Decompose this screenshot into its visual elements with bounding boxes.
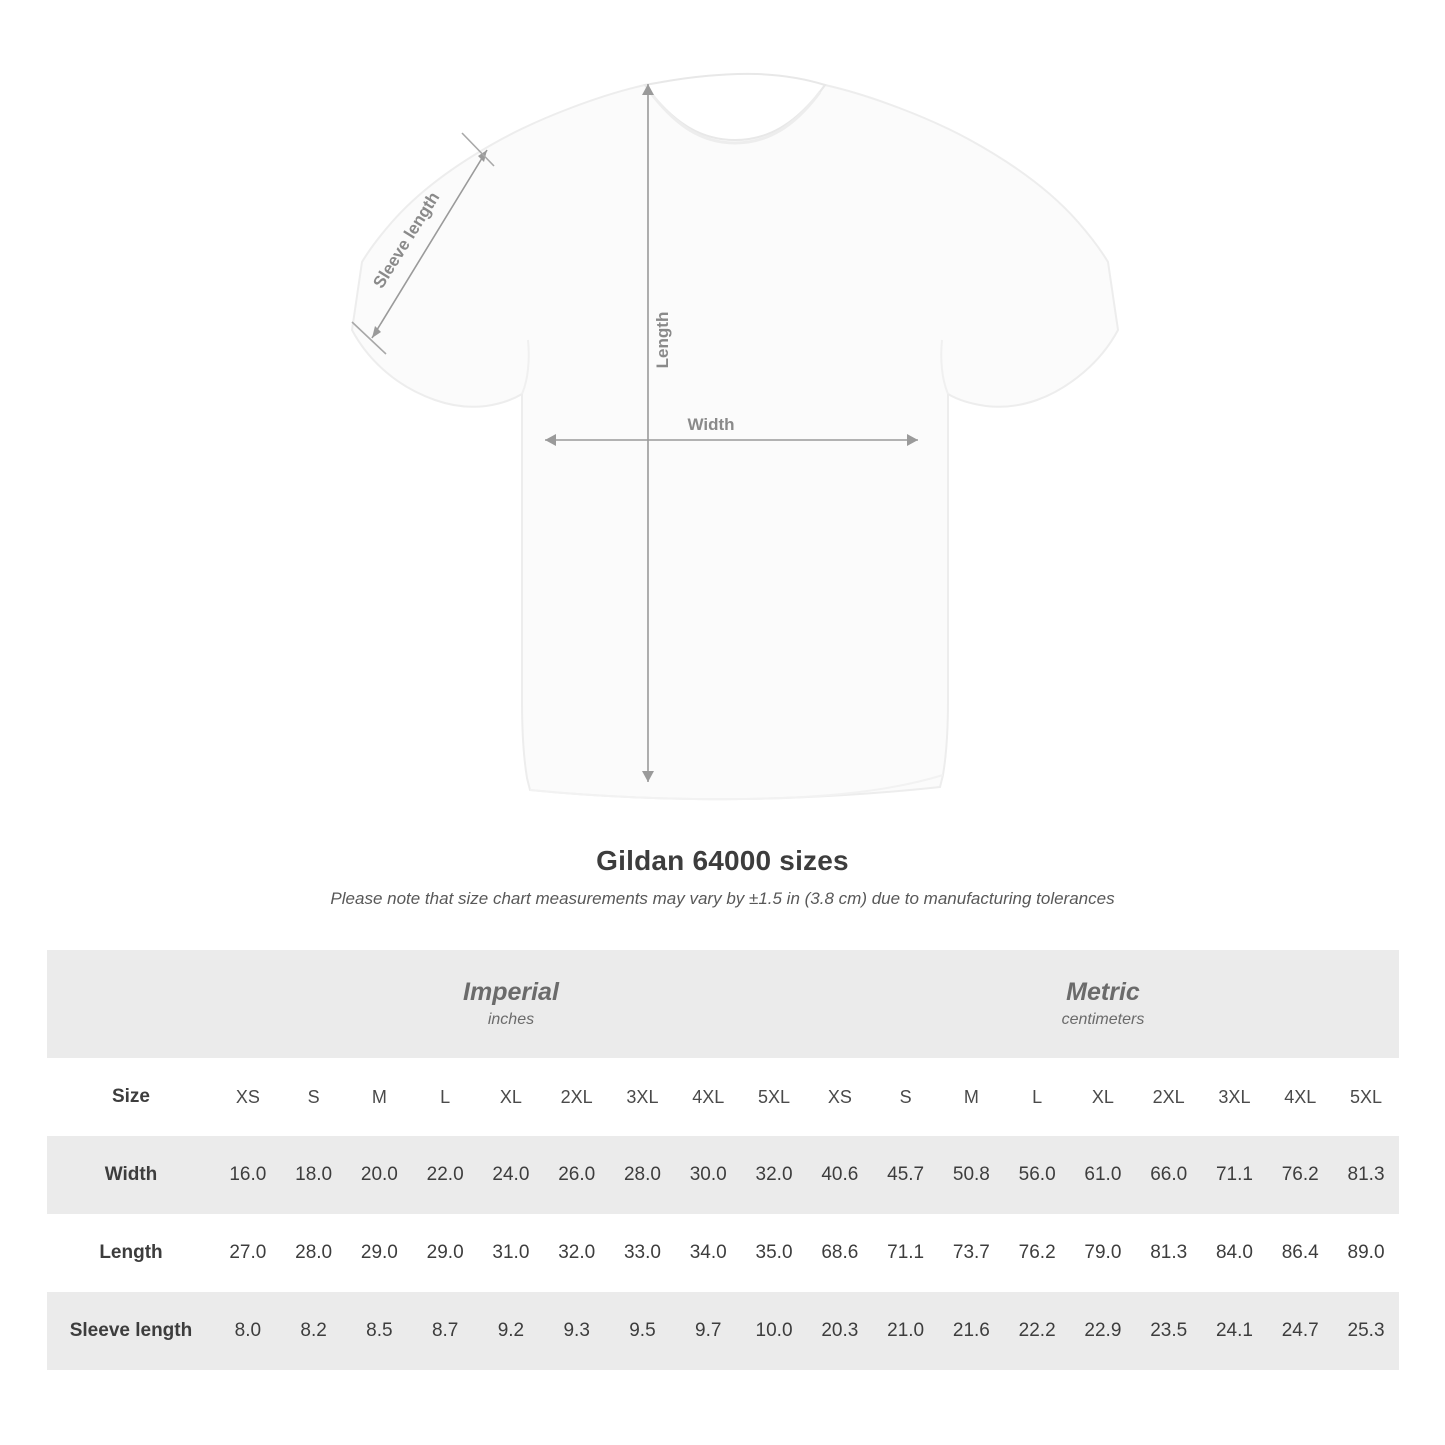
cell-length-xs-in: 27.0 bbox=[215, 1214, 281, 1292]
col-header-2xl-cm: 2XL bbox=[1136, 1058, 1202, 1136]
col-header-l-in: L bbox=[412, 1058, 478, 1136]
cell-sleeve-5xl-cm: 25.3 bbox=[1333, 1292, 1399, 1370]
cell-length-s-cm: 71.1 bbox=[873, 1214, 939, 1292]
cell-length-2xl-cm: 81.3 bbox=[1136, 1214, 1202, 1292]
col-header-2xl-in: 2XL bbox=[544, 1058, 610, 1136]
table-row-width bbox=[47, 1136, 1399, 1214]
col-header-5xl-in: 5XL bbox=[741, 1058, 807, 1136]
width-label: Width bbox=[687, 415, 735, 434]
row-label-length: Length bbox=[47, 1214, 215, 1292]
table-row-sleeve-length bbox=[47, 1292, 1399, 1370]
col-header-xl-in: XL bbox=[478, 1058, 544, 1136]
size-table-wrapper bbox=[47, 950, 1399, 1370]
cell-width-2xl-cm: 66.0 bbox=[1136, 1136, 1202, 1214]
cell-width-s-in: 18.0 bbox=[281, 1136, 347, 1214]
cell-length-m-cm: 73.7 bbox=[939, 1214, 1005, 1292]
cell-width-2xl-in: 26.0 bbox=[544, 1136, 610, 1214]
unit-group-metric-sub: centimeters bbox=[1061, 1011, 1145, 1029]
unit-group-metric-name: Metric bbox=[1066, 977, 1140, 1006]
tolerance-note: Please note that size chart measurements may vary by ±1.5 in (3.8 cm) due to manufacturing tolerances bbox=[330, 889, 1115, 908]
cell-sleeve-3xl-in: 9.5 bbox=[610, 1292, 676, 1370]
sleeve-length-label: Sleeve length bbox=[369, 188, 444, 292]
title-block bbox=[0, 845, 1445, 909]
cell-length-xl-cm: 79.0 bbox=[1070, 1214, 1136, 1292]
cell-width-5xl-cm: 81.3 bbox=[1333, 1136, 1399, 1214]
col-header-m-in: M bbox=[347, 1058, 413, 1136]
cell-width-s-cm: 45.7 bbox=[873, 1136, 939, 1214]
unit-group-imperial bbox=[215, 950, 807, 1058]
cell-sleeve-2xl-cm: 23.5 bbox=[1136, 1292, 1202, 1370]
cell-length-5xl-in: 35.0 bbox=[741, 1214, 807, 1292]
row-label-sleeve-length: Sleeve length bbox=[47, 1292, 215, 1370]
cell-sleeve-xl-cm: 22.9 bbox=[1070, 1292, 1136, 1370]
page-title: Gildan 64000 sizes bbox=[596, 845, 849, 876]
cell-length-2xl-in: 32.0 bbox=[544, 1214, 610, 1292]
row-header-size: Size bbox=[47, 1058, 215, 1136]
cell-sleeve-5xl-in: 10.0 bbox=[741, 1292, 807, 1370]
size-table bbox=[47, 950, 1399, 1370]
cell-length-5xl-cm: 89.0 bbox=[1333, 1214, 1399, 1292]
col-header-xs-in: XS bbox=[215, 1058, 281, 1136]
col-header-xl-cm: XL bbox=[1070, 1058, 1136, 1136]
cell-sleeve-3xl-cm: 24.1 bbox=[1202, 1292, 1268, 1370]
cell-width-xs-cm: 40.6 bbox=[807, 1136, 873, 1214]
cell-sleeve-m-cm: 21.6 bbox=[939, 1292, 1005, 1370]
unit-group-imperial-name: Imperial bbox=[463, 977, 559, 1006]
col-header-3xl-cm: 3XL bbox=[1202, 1058, 1268, 1136]
cell-sleeve-4xl-in: 9.7 bbox=[675, 1292, 741, 1370]
cell-width-4xl-cm: 76.2 bbox=[1267, 1136, 1333, 1214]
cell-sleeve-xs-in: 8.0 bbox=[215, 1292, 281, 1370]
cell-width-3xl-cm: 71.1 bbox=[1202, 1136, 1268, 1214]
cell-width-3xl-in: 28.0 bbox=[610, 1136, 676, 1214]
table-row-length bbox=[47, 1214, 1399, 1292]
cell-sleeve-l-in: 8.7 bbox=[412, 1292, 478, 1370]
cell-length-l-cm: 76.2 bbox=[1004, 1214, 1070, 1292]
cell-sleeve-xl-in: 9.2 bbox=[478, 1292, 544, 1370]
cell-length-xl-in: 31.0 bbox=[478, 1214, 544, 1292]
cell-length-4xl-in: 34.0 bbox=[675, 1214, 741, 1292]
col-header-4xl-in: 4XL bbox=[675, 1058, 741, 1136]
unit-header-row bbox=[47, 950, 1399, 1058]
length-label: Length bbox=[653, 311, 672, 369]
col-header-3xl-in: 3XL bbox=[610, 1058, 676, 1136]
cell-width-4xl-in: 30.0 bbox=[675, 1136, 741, 1214]
cell-sleeve-4xl-cm: 24.7 bbox=[1267, 1292, 1333, 1370]
col-header-xs-cm: XS bbox=[807, 1058, 873, 1136]
cell-sleeve-xs-cm: 20.3 bbox=[807, 1292, 873, 1370]
cell-length-l-in: 29.0 bbox=[412, 1214, 478, 1292]
cell-width-m-cm: 50.8 bbox=[939, 1136, 1005, 1214]
cell-width-l-in: 22.0 bbox=[412, 1136, 478, 1214]
cell-sleeve-s-in: 8.2 bbox=[281, 1292, 347, 1370]
cell-sleeve-m-in: 8.5 bbox=[347, 1292, 413, 1370]
col-header-s-cm: S bbox=[873, 1058, 939, 1136]
cell-length-xs-cm: 68.6 bbox=[807, 1214, 873, 1292]
unit-group-imperial-sub: inches bbox=[487, 1011, 535, 1029]
cell-sleeve-s-cm: 21.0 bbox=[873, 1292, 939, 1370]
cell-length-3xl-in: 33.0 bbox=[610, 1214, 676, 1292]
cell-sleeve-2xl-in: 9.3 bbox=[544, 1292, 610, 1370]
cell-width-xl-in: 24.0 bbox=[478, 1136, 544, 1214]
column-header-row bbox=[47, 1058, 1399, 1136]
cell-length-3xl-cm: 84.0 bbox=[1202, 1214, 1268, 1292]
cell-length-m-in: 29.0 bbox=[347, 1214, 413, 1292]
unit-group-metric bbox=[807, 950, 1399, 1058]
col-header-l-cm: L bbox=[1004, 1058, 1070, 1136]
row-label-width: Width bbox=[47, 1136, 215, 1214]
cell-length-s-in: 28.0 bbox=[281, 1214, 347, 1292]
cell-width-xs-in: 16.0 bbox=[215, 1136, 281, 1214]
cell-sleeve-l-cm: 22.2 bbox=[1004, 1292, 1070, 1370]
cell-width-l-cm: 56.0 bbox=[1004, 1136, 1070, 1214]
col-header-5xl-cm: 5XL bbox=[1333, 1058, 1399, 1136]
cell-width-m-in: 20.0 bbox=[347, 1136, 413, 1214]
cell-length-4xl-cm: 86.4 bbox=[1267, 1214, 1333, 1292]
col-header-m-cm: M bbox=[939, 1058, 1005, 1136]
col-header-s-in: S bbox=[281, 1058, 347, 1136]
unit-header-spacer bbox=[47, 950, 215, 1058]
col-header-4xl-cm: 4XL bbox=[1267, 1058, 1333, 1136]
cell-width-5xl-in: 32.0 bbox=[741, 1136, 807, 1214]
cell-width-xl-cm: 61.0 bbox=[1070, 1136, 1136, 1214]
